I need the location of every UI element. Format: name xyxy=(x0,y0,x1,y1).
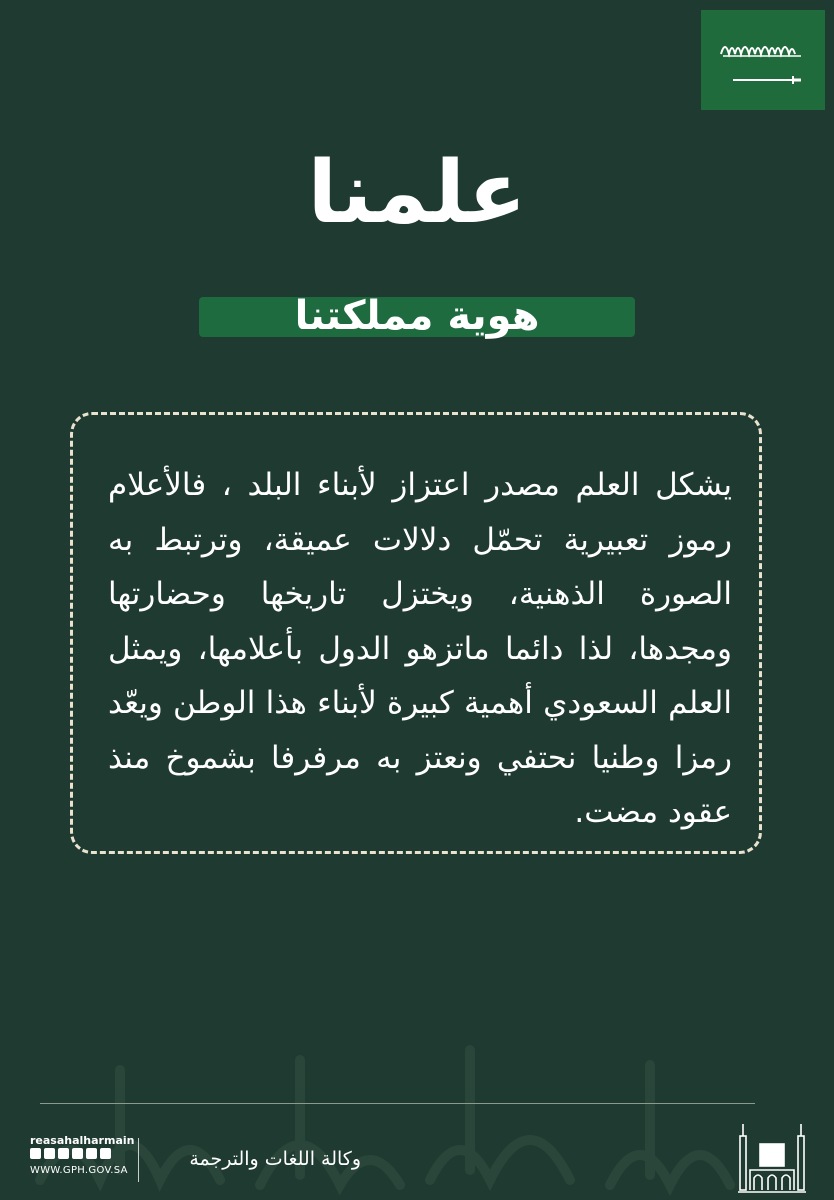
footer-divider xyxy=(40,1103,755,1104)
social-handle[interactable]: reasahalharmain xyxy=(30,1134,135,1147)
page-subtitle: هوية مملكتنا xyxy=(294,293,540,339)
facebook-icon[interactable] xyxy=(30,1148,41,1159)
snapchat-icon[interactable] xyxy=(58,1148,69,1159)
mosque-logo-icon xyxy=(736,1118,808,1198)
saudi-flag-icon xyxy=(701,10,825,110)
body-paragraph: يشكل العلم مصدر اعتزاز لأبناء البلد ، فالأعلام رموز تعبيرية تحمّل دلالات عميقة، وترتبط به الصورة الذهنية، ويختزل تاريخها وحضارتها ومجدها، لذا دائما ماتزهو الدول بأعلامها، ويمثل العلم السعودي أهمية كبيرة لأبناء هذا الوطن ويعّد رمزا وطنيا نحتفي ونعتز به مرفرفا بشموخ منذ عقود مضت. xyxy=(108,467,732,830)
agency-name: وكالة اللغات والترجمة xyxy=(189,1148,361,1170)
page-title: علمنا xyxy=(307,143,527,243)
youtube-icon[interactable] xyxy=(72,1148,83,1159)
website-link[interactable]: WWW.GPH.GOV.SA xyxy=(30,1165,128,1176)
footer-separator xyxy=(138,1138,139,1182)
social-icons xyxy=(30,1148,111,1159)
twitter-icon[interactable] xyxy=(44,1148,55,1159)
location-icon[interactable] xyxy=(100,1148,111,1159)
instagram-icon[interactable] xyxy=(86,1148,97,1159)
